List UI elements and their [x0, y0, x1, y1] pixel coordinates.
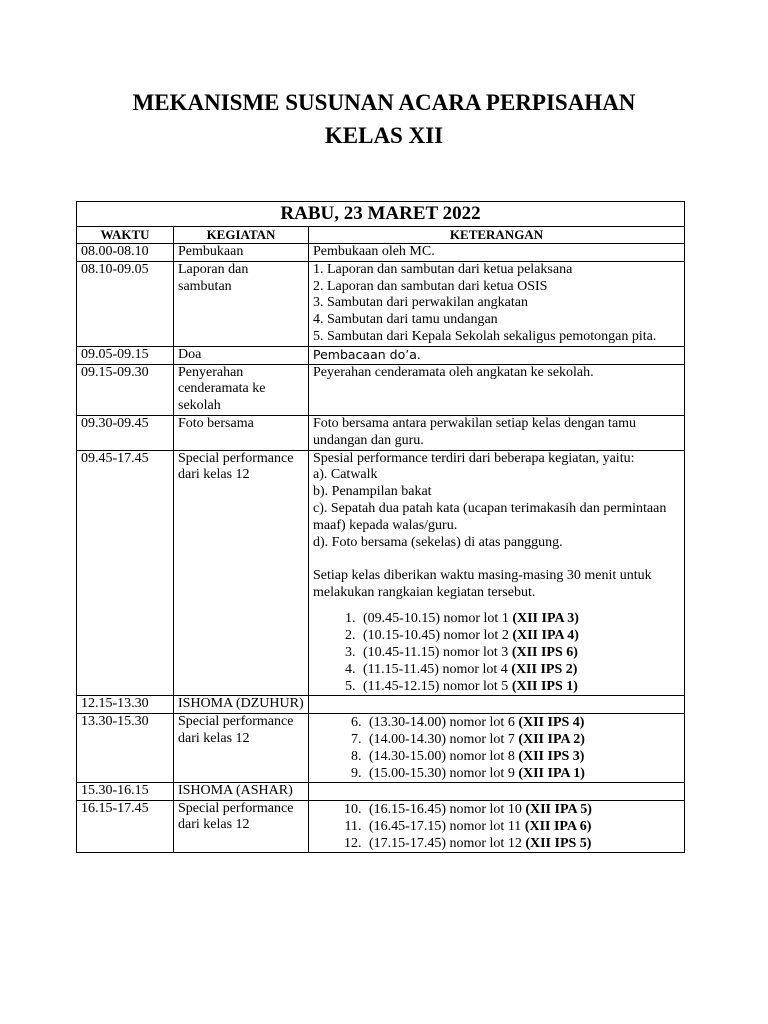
note-line: 4. Sambutan dari tamu undangan: [313, 312, 498, 328]
lot-class: (XII IPA 3): [512, 610, 579, 626]
lot-class: (XII IPS 2): [511, 661, 578, 677]
activity-cell: Special performance dari kelas 12: [174, 450, 309, 695]
lot-item: [359, 610, 680, 627]
page-title: [0, 86, 768, 152]
lot-text: (16.45-17.15) nomor lot 11: [369, 818, 522, 834]
table-row: [77, 713, 685, 782]
table-row: [77, 244, 685, 262]
time-cell: 08.10-09.05: [77, 261, 174, 346]
lot-item: [359, 627, 680, 644]
activity-cell: ISHOMA (ASHAR): [174, 782, 309, 800]
note-line: d). Foto bersama (sekelas) di atas panggung.: [313, 534, 563, 550]
note-line: a). Catwalk: [313, 467, 378, 483]
activity-cell: ISHOMA (DZUHUR): [174, 695, 309, 713]
time-cell: 13.30-15.30: [77, 713, 174, 782]
table-row: [77, 782, 685, 800]
notes-cell: [309, 695, 685, 713]
note-line: 2. Laporan dan sambutan dari ketua OSIS: [313, 278, 548, 294]
lot-item: [365, 731, 680, 748]
note-line: 1. Laporan dan sambutan dari ketua pelaksana: [313, 261, 573, 277]
time-cell: 09.15-09.30: [77, 364, 174, 415]
activity-cell: Special performance dari kelas 12: [174, 800, 309, 852]
lot-class: (XII IPS 6): [511, 644, 578, 660]
lot-item: [365, 748, 680, 765]
lot-item: [365, 818, 680, 835]
time-cell: 12.15-13.30: [77, 695, 174, 713]
time-cell: 09.05-09.15: [77, 346, 174, 364]
note-line: Spesial performance terdiri dari beberapa kegiatan, yaitu:: [313, 450, 635, 466]
lot-text: (17.15-17.45) nomor lot 12: [369, 835, 522, 851]
note-line: c). Sepatah dua patah kata (ucapan terimakasih dan permintaan maaf) kepada walas/guru.: [313, 500, 667, 533]
lot-list: [313, 610, 680, 695]
lot-class: (XII IPS 3): [518, 748, 585, 764]
time-cell: 16.15-17.45: [77, 800, 174, 852]
notes-cell: [309, 782, 685, 800]
lot-class: (XII IPA 2): [518, 731, 585, 747]
table-row: [77, 450, 685, 695]
table-row: [77, 415, 685, 450]
table-row: [77, 695, 685, 713]
schedule-table: [76, 201, 685, 853]
lot-item: [359, 644, 680, 661]
lot-class: (XII IPS 1): [511, 678, 578, 694]
note-line: Pembacaan do’a.: [313, 346, 421, 362]
blank-line: [313, 551, 680, 568]
lot-text: (13.30-14.00) nomor lot 6: [369, 714, 515, 730]
lot-text: (09.45-10.15) nomor lot 1: [363, 610, 509, 626]
lot-item: [365, 801, 680, 818]
notes-cell: [309, 346, 685, 364]
lot-class: (XII IPA 5): [525, 801, 592, 817]
time-cell: 09.30-09.45: [77, 415, 174, 450]
notes-cell: [309, 244, 685, 262]
lot-class: (XII IPS 4): [518, 714, 585, 730]
time-cell: 09.45-17.45: [77, 450, 174, 695]
time-cell: 15.30-16.15: [77, 782, 174, 800]
note-line: Foto bersama antara perwakilan setiap kelas dengan tamu undangan dan guru.: [313, 415, 637, 448]
note-line: Pembukaan oleh MC.: [313, 244, 435, 259]
lot-list: [313, 714, 680, 782]
notes-cell: [309, 364, 685, 415]
lot-class: (XII IPA 6): [524, 818, 592, 834]
table-row: [77, 261, 685, 346]
lot-text: (14.00-14.30) nomor lot 7: [369, 731, 515, 747]
lot-item: [359, 661, 680, 678]
column-header-row: [77, 227, 685, 244]
lot-text: (16.15-16.45) nomor lot 10: [369, 801, 522, 817]
lot-text: (10.45-11.15) nomor lot 3: [363, 644, 509, 660]
notes-cell: [309, 800, 685, 852]
note-line: Setiap kelas diberikan waktu masing-masing 30 menit untuk melakukan rangkaian kegiatan tersebut.: [313, 568, 652, 601]
lot-text: (10.15-10.45) nomor lot 2: [363, 627, 509, 643]
notes-cell: [309, 415, 685, 450]
lot-item: [365, 765, 680, 782]
lot-text: (14.30-15.00) nomor lot 8: [369, 748, 515, 764]
lot-text: (11.15-11.45) nomor lot 4: [363, 661, 508, 677]
note-line: b). Penampilan bakat: [313, 484, 432, 500]
activity-cell: Doa: [174, 346, 309, 364]
lot-class: (XII IPA 1): [518, 765, 585, 781]
table-row: [77, 364, 685, 415]
date-header: RABU, 23 MARET 2022: [77, 202, 685, 227]
notes-cell: [309, 713, 685, 782]
lot-text: (11.45-12.15) nomor lot 5: [363, 678, 509, 694]
lot-list: [313, 801, 680, 852]
note-line: 3. Sambutan dari perwakilan angkatan: [313, 295, 528, 311]
lot-item: [365, 714, 680, 731]
notes-cell: [309, 450, 685, 695]
table-row: [77, 346, 685, 364]
notes-cell: [309, 261, 685, 346]
activity-cell: Penyerahan cenderamata ke sekolah: [174, 364, 309, 415]
header-kegiatan: KEGIATAN: [174, 227, 309, 244]
note-line: Peyerahan cenderamata oleh angkatan ke sekolah.: [313, 364, 594, 380]
header-keterangan: KETERANGAN: [309, 227, 685, 244]
lot-class: (XII IPS 5): [525, 835, 592, 851]
time-cell: 08.00-08.10: [77, 244, 174, 262]
table-row: [77, 800, 685, 852]
lot-item: [365, 835, 680, 852]
header-waktu: WAKTU: [77, 227, 174, 244]
note-line: 5. Sambutan dari Kepala Sekolah sekaligus pemotongan pita.: [313, 328, 657, 344]
activity-cell: Laporan dan sambutan: [174, 261, 309, 346]
lot-item: [359, 678, 680, 695]
lot-text: (15.00-15.30) nomor lot 9: [369, 765, 515, 781]
lot-class: (XII IPA 4): [512, 627, 579, 643]
activity-cell: Pembukaan: [174, 244, 309, 262]
activity-cell: Special performance dari kelas 12: [174, 713, 309, 782]
title-line-2: KELAS XII: [324, 123, 444, 148]
activity-cell: Foto bersama: [174, 415, 309, 450]
title-line-1: MEKANISME SUSUNAN ACARA PERPISAHAN: [132, 90, 636, 115]
